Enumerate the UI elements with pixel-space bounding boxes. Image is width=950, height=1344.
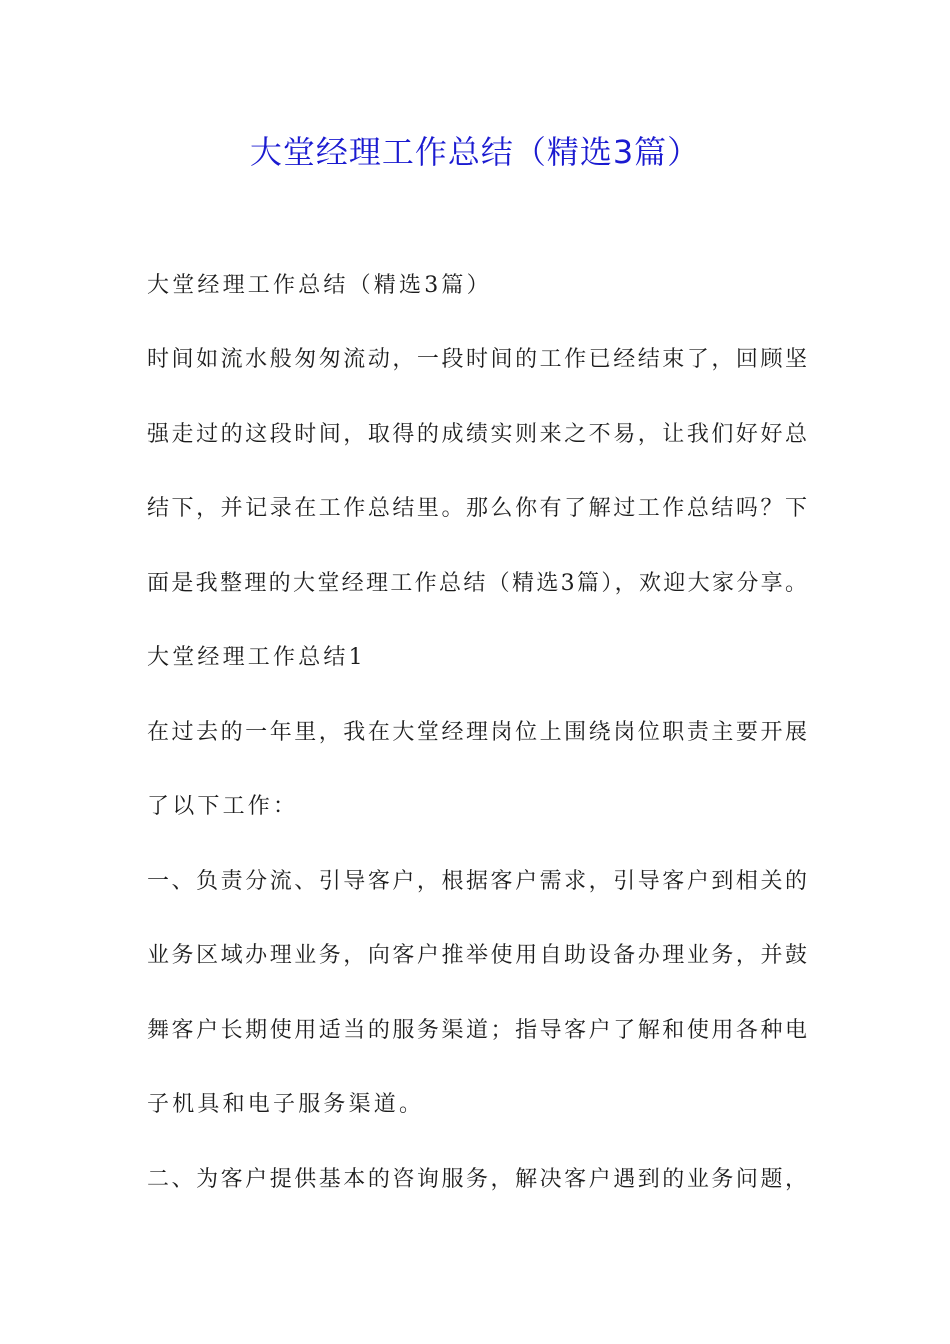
paragraph-line: 一、负责分流、引导客户，根据客户需求，引导客户到相关的 — [147, 869, 807, 894]
section-heading: 大堂经理工作总结1 — [147, 645, 366, 670]
paragraph-line: 子机具和电子服务渠道。 — [147, 1092, 425, 1117]
paragraph-line: 面是我整理的大堂经理工作总结（精选3篇），欢迎大家分享。 — [147, 571, 807, 596]
subtitle-line: 大堂经理工作总结（精选3篇） — [147, 273, 492, 298]
paragraph-line: 舞客户长期使用适当的服务渠道；指导客户了解和使用各种电 — [147, 1018, 807, 1043]
paragraph-line: 时间如流水般匆匆流动，一段时间的工作已经结束了，回顾坚 — [147, 347, 807, 372]
paragraph-line: 结下，并记录在工作总结里。那么你有了解过工作总结吗？下 — [147, 496, 807, 521]
paragraph-line: 强走过的这段时间，取得的成绩实则来之不易，让我们好好总 — [147, 422, 807, 447]
paragraph-line: 二、为客户提供基本的咨询服务，解决客户遇到的业务问题， — [147, 1167, 807, 1192]
paragraph-line: 业务区域办理业务，向客户推举使用自助设备办理业务，并鼓 — [147, 943, 807, 968]
paragraph-line: 在过去的一年里，我在大堂经理岗位上围绕岗位职责主要开展 — [147, 720, 807, 745]
document-title: 大堂经理工作总结（精选3篇） — [249, 133, 701, 171]
paragraph-line: 了以下工作： — [147, 794, 299, 819]
